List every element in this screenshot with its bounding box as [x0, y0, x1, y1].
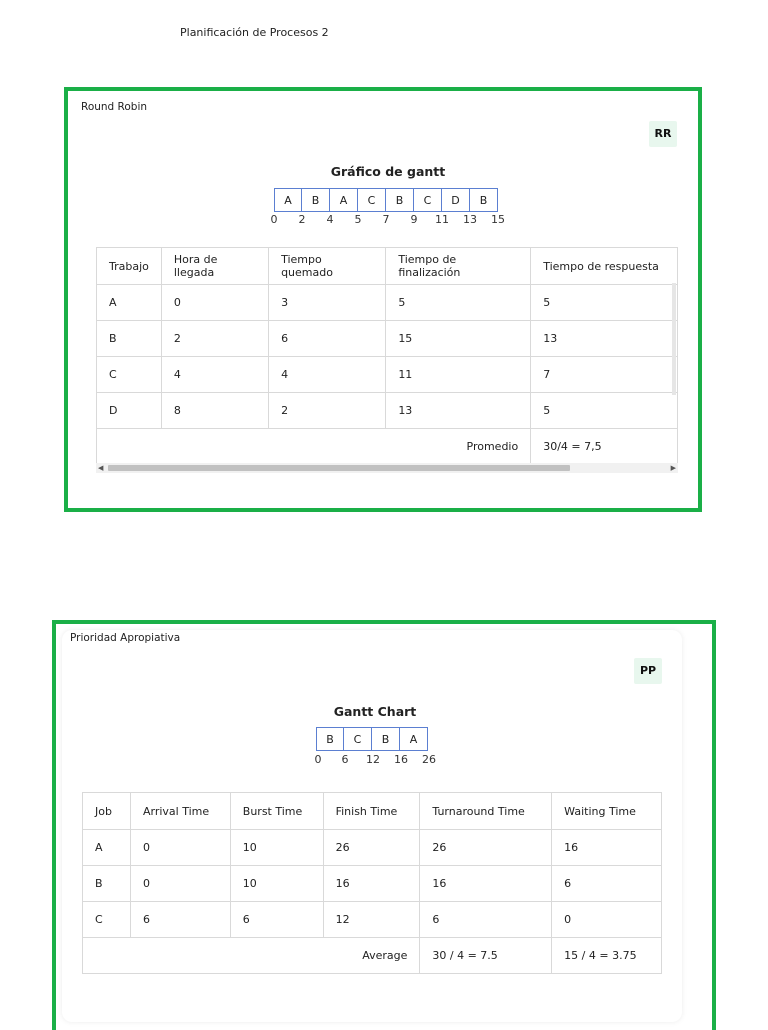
- gantt-tick: 16: [394, 753, 408, 766]
- cell: 15: [386, 321, 531, 357]
- gantt-tick: 11: [435, 213, 449, 226]
- gantt-tick: 0: [314, 753, 322, 766]
- cell: 11: [386, 357, 531, 393]
- cell: 12: [323, 902, 420, 938]
- col-header: Burst Time: [230, 793, 323, 830]
- gantt-tick: 7: [382, 213, 390, 226]
- col-header: Job: [83, 793, 131, 830]
- gantt-block: A: [400, 727, 428, 751]
- col-header: Tiempo de finalización: [386, 248, 531, 285]
- cell: 3: [269, 285, 386, 321]
- table-header-row: [83, 793, 662, 830]
- cell: 0: [130, 830, 230, 866]
- average-row: [97, 429, 678, 465]
- cell: 6: [269, 321, 386, 357]
- cell: C: [97, 357, 162, 393]
- cell: D: [97, 393, 162, 429]
- gantt-block: A: [274, 188, 302, 212]
- cell: 26: [420, 830, 552, 866]
- gantt-block: B: [470, 188, 498, 212]
- cell: 6: [552, 866, 662, 902]
- cell: 0: [130, 866, 230, 902]
- cell: 10: [230, 830, 323, 866]
- col-header: Waiting Time: [552, 793, 662, 830]
- table-row: [97, 321, 678, 357]
- scroll-thumb[interactable]: [108, 465, 570, 471]
- rr-results-table: [96, 247, 678, 465]
- cell: 10: [230, 866, 323, 902]
- cell: B: [97, 321, 162, 357]
- cell: 16: [552, 830, 662, 866]
- cell: 5: [386, 285, 531, 321]
- col-header: Turnaround Time: [420, 793, 552, 830]
- average-turnaround: 30 / 4 = 7.5: [420, 938, 552, 974]
- document-title: Planificación de Procesos 2: [180, 26, 329, 39]
- table-header-row: [97, 248, 678, 285]
- table-row: [97, 285, 678, 321]
- cell: A: [83, 830, 131, 866]
- average-label: Average: [83, 938, 420, 974]
- gantt-block: C: [344, 727, 372, 751]
- gantt-tick: 26: [422, 753, 436, 766]
- pp-badge[interactable]: PP: [634, 658, 662, 684]
- col-header: Tiempo de respuesta: [531, 248, 678, 285]
- gantt-block: B: [372, 727, 400, 751]
- gantt-tick: 15: [491, 213, 505, 226]
- gantt-tick: 2: [298, 213, 306, 226]
- cell: B: [83, 866, 131, 902]
- cell: 13: [386, 393, 531, 429]
- gantt-tick: 5: [354, 213, 362, 226]
- average-waiting: 15 / 4 = 3.75: [552, 938, 662, 974]
- gantt-tick: 9: [410, 213, 418, 226]
- pp-gantt-bar: [316, 727, 428, 751]
- average-row: [83, 938, 662, 974]
- table-row: [83, 830, 662, 866]
- cell: 5: [531, 285, 678, 321]
- vertical-scroll-track[interactable]: [672, 283, 676, 395]
- rr-gantt-bar: [274, 188, 498, 212]
- col-header: Hora de llegada: [161, 248, 268, 285]
- table-row: [83, 866, 662, 902]
- cell: 26: [323, 830, 420, 866]
- pp-gantt-title: Gantt Chart: [333, 704, 417, 719]
- cell: 6: [230, 902, 323, 938]
- cell: 0: [161, 285, 268, 321]
- average-label: Promedio: [97, 429, 531, 465]
- col-header: Tiempo quemado: [269, 248, 386, 285]
- cell: 4: [269, 357, 386, 393]
- gantt-block: C: [358, 188, 386, 212]
- table-row: [83, 902, 662, 938]
- cell: 2: [269, 393, 386, 429]
- horizontal-scrollbar[interactable]: [96, 463, 678, 473]
- cell: 8: [161, 393, 268, 429]
- gantt-tick: 6: [341, 753, 349, 766]
- pp-card-label: Prioridad Apropiativa: [70, 632, 181, 644]
- cell: 2: [161, 321, 268, 357]
- rr-card-label: Round Robin: [81, 101, 148, 113]
- gantt-block: C: [414, 188, 442, 212]
- gantt-tick: 4: [326, 213, 334, 226]
- table-row: [97, 393, 678, 429]
- gantt-block: B: [386, 188, 414, 212]
- cell: 5: [531, 393, 678, 429]
- col-header: Finish Time: [323, 793, 420, 830]
- cell: 13: [531, 321, 678, 357]
- gantt-block: B: [302, 188, 330, 212]
- cell: 16: [323, 866, 420, 902]
- cell: A: [97, 285, 162, 321]
- gantt-block: A: [330, 188, 358, 212]
- gantt-block: D: [442, 188, 470, 212]
- rr-badge[interactable]: RR: [649, 121, 677, 147]
- gantt-block: B: [316, 727, 344, 751]
- scroll-right-icon[interactable]: ▶: [670, 464, 676, 472]
- cell: 6: [420, 902, 552, 938]
- rr-gantt-title: Gráfico de gantt: [330, 164, 446, 179]
- gantt-tick: 13: [463, 213, 477, 226]
- cell: 4: [161, 357, 268, 393]
- cell: 6: [130, 902, 230, 938]
- average-value: 30/4 = 7,5: [531, 429, 678, 465]
- table-row: [97, 357, 678, 393]
- cell: 0: [552, 902, 662, 938]
- pp-results-table: [82, 792, 662, 974]
- cell: C: [83, 902, 131, 938]
- gantt-tick: 12: [366, 753, 380, 766]
- scroll-left-icon[interactable]: ◀: [98, 464, 104, 472]
- cell: 16: [420, 866, 552, 902]
- cell: 7: [531, 357, 678, 393]
- gantt-tick: 0: [270, 213, 278, 226]
- col-header: Trabajo: [97, 248, 162, 285]
- col-header: Arrival Time: [130, 793, 230, 830]
